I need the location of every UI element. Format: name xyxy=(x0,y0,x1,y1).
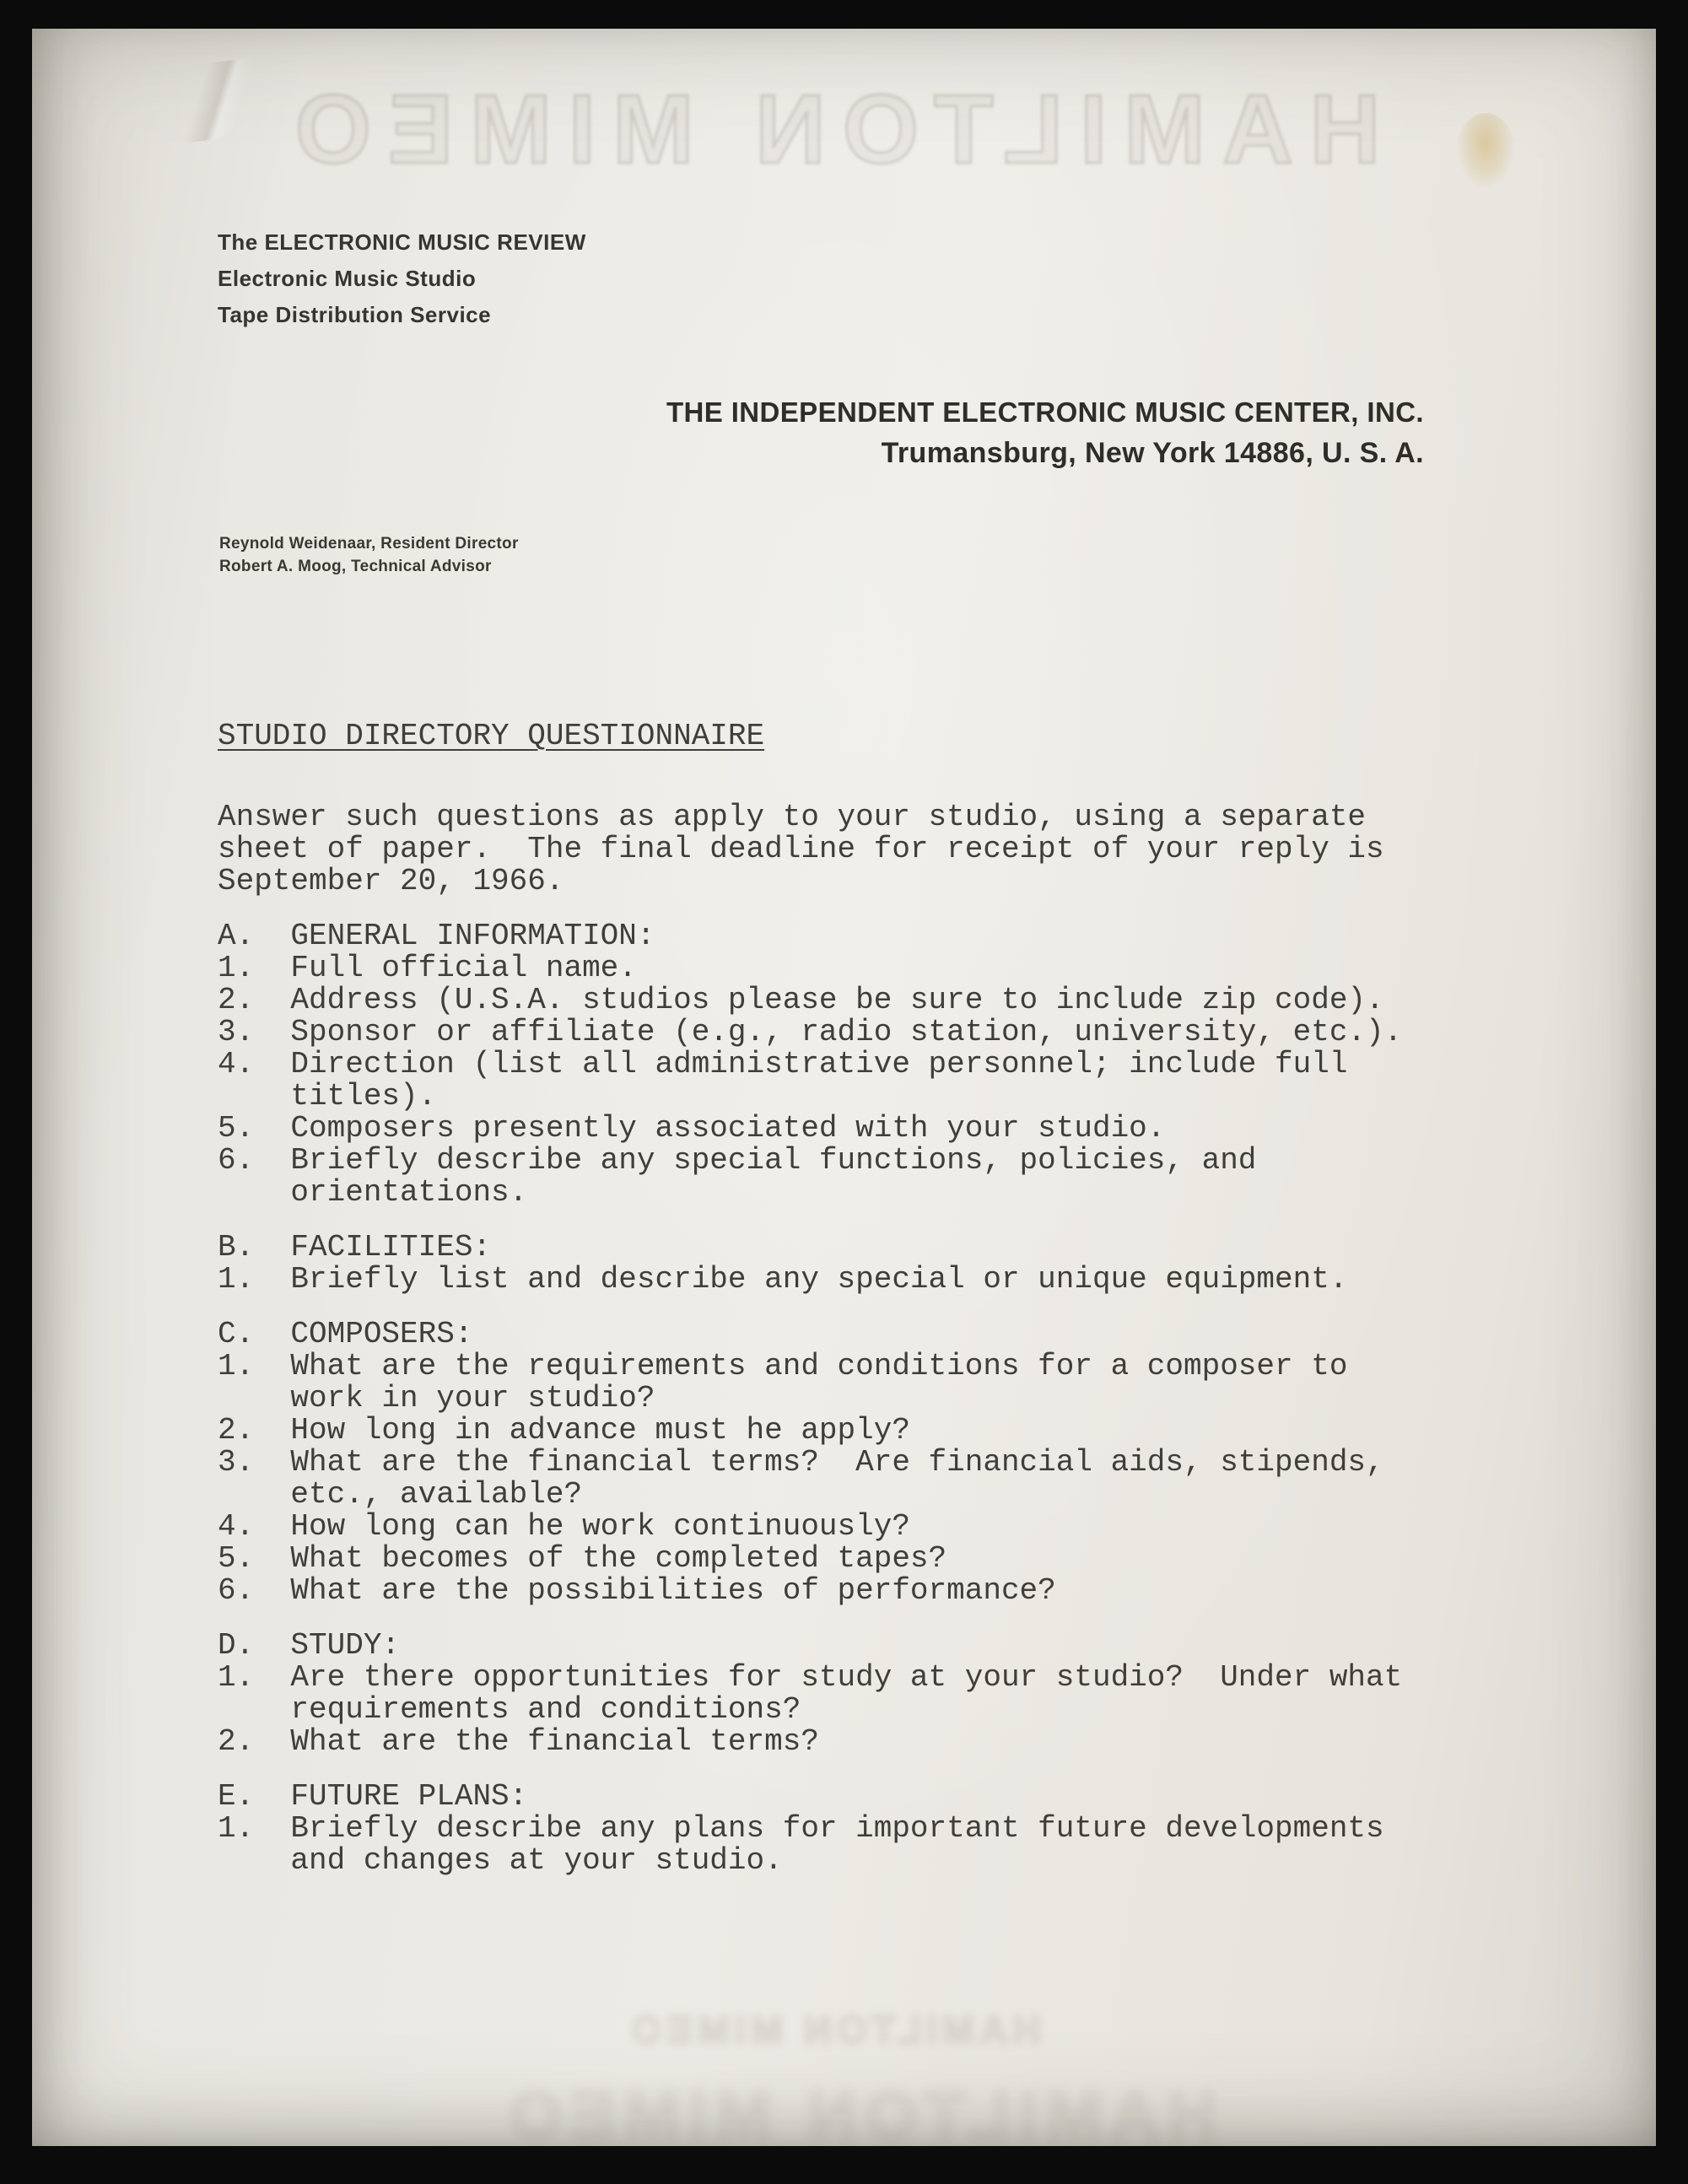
typed-line: 5. What becomes of the completed tapes? xyxy=(218,1541,947,1576)
paper-crease xyxy=(121,50,315,151)
typed-line: 2. How long in advance must he apply? xyxy=(218,1413,910,1448)
typed-line: 1. Briefly describe any plans for important future developments xyxy=(218,1811,1384,1846)
letterhead-services xyxy=(218,224,586,333)
typed-body xyxy=(218,801,1483,1877)
typed-line xyxy=(218,1758,1483,1781)
typed-line: sheet of paper. The final deadline for receipt of your reply is xyxy=(218,832,1384,866)
typed-line: B. FACILITIES: xyxy=(218,1230,492,1265)
letterhead-service-line: Electronic Music Studio xyxy=(218,266,477,291)
typed-line: titles). xyxy=(218,1079,437,1114)
typed-line: 6. Briefly describe any special functions, policies, and xyxy=(218,1143,1257,1178)
typed-line: 1. Are there opportunities for study at your studio? Under what xyxy=(218,1660,1403,1695)
typed-line: 1. Full official name. xyxy=(218,951,637,985)
typed-line xyxy=(218,898,1483,920)
typed-line xyxy=(218,1209,1483,1232)
typed-line: 6. What are the possibilities of performance? xyxy=(218,1573,1056,1608)
typed-line: 3. What are the financial terms? Are financial aids, stipends, xyxy=(218,1445,1384,1480)
letterhead-service-line: The ELECTRONIC MUSIC REVIEW xyxy=(218,229,586,255)
ghost-bleedthrough-top: HAMILTON MIMEO xyxy=(278,74,1381,184)
typed-line: 2. Address (U.S.A. studios please be sure to include zip code). xyxy=(218,983,1384,1017)
typed-line xyxy=(218,1296,1483,1318)
typed-line: 2. What are the financial terms? xyxy=(218,1724,819,1759)
typed-line: A. GENERAL INFORMATION: xyxy=(218,919,655,953)
typed-line: 5. Composers presently associated with your studio. xyxy=(218,1111,1166,1146)
typed-line: work in your studio? xyxy=(218,1381,655,1416)
letterhead-staff xyxy=(219,532,519,578)
typed-line: 4. How long can he work continuously? xyxy=(218,1509,910,1544)
typed-line: 1. Briefly list and describe any special or unique equipment. xyxy=(218,1262,1348,1297)
typed-line xyxy=(218,1607,1483,1630)
typed-line: requirements and conditions? xyxy=(218,1692,801,1727)
letterhead-service-line: Tape Distribution Service xyxy=(218,302,492,327)
typed-line: 1. What are the requirements and conditions for a composer to xyxy=(218,1349,1348,1383)
typed-line: E. FUTURE PLANS: xyxy=(218,1779,528,1814)
typed-line: and changes at your studio. xyxy=(218,1843,783,1878)
typed-line: Answer such questions as apply to your studio, using a separate xyxy=(218,800,1367,834)
staff-line: Reynold Weidenaar, Resident Director xyxy=(219,535,519,553)
ghost-bleedthrough-bottom-2: HAMILTON MIMEO xyxy=(500,2078,1217,2146)
org-address: Trumansburg, New York 14886, U. S. A. xyxy=(881,437,1424,469)
letterhead-org-block xyxy=(538,391,1424,474)
typed-line: C. COMPOSERS: xyxy=(218,1317,473,1351)
document-title: STUDIO DIRECTORY QUESTIONNAIRE xyxy=(218,719,765,753)
staff-line: Robert A. Moog, Technical Advisor xyxy=(219,558,492,575)
typed-line: orientations. xyxy=(218,1175,528,1210)
typed-line: D. STUDY: xyxy=(218,1628,401,1663)
paper-stain xyxy=(1456,113,1515,189)
ghost-bleedthrough-bottom-1: HAMILTON MIMEO xyxy=(626,2008,1041,2052)
scanned-page xyxy=(32,29,1656,2146)
typed-line: 4. Direction (list all administrative personnel; include full xyxy=(218,1047,1348,1081)
typed-line: etc., available? xyxy=(218,1477,583,1512)
org-name: THE INDEPENDENT ELECTRONIC MUSIC CENTER, INC. xyxy=(666,396,1424,428)
typed-line: September 20, 1966. xyxy=(218,864,564,898)
typed-line: 3. Sponsor or affiliate (e.g., radio station, university, etc.). xyxy=(218,1015,1403,1049)
